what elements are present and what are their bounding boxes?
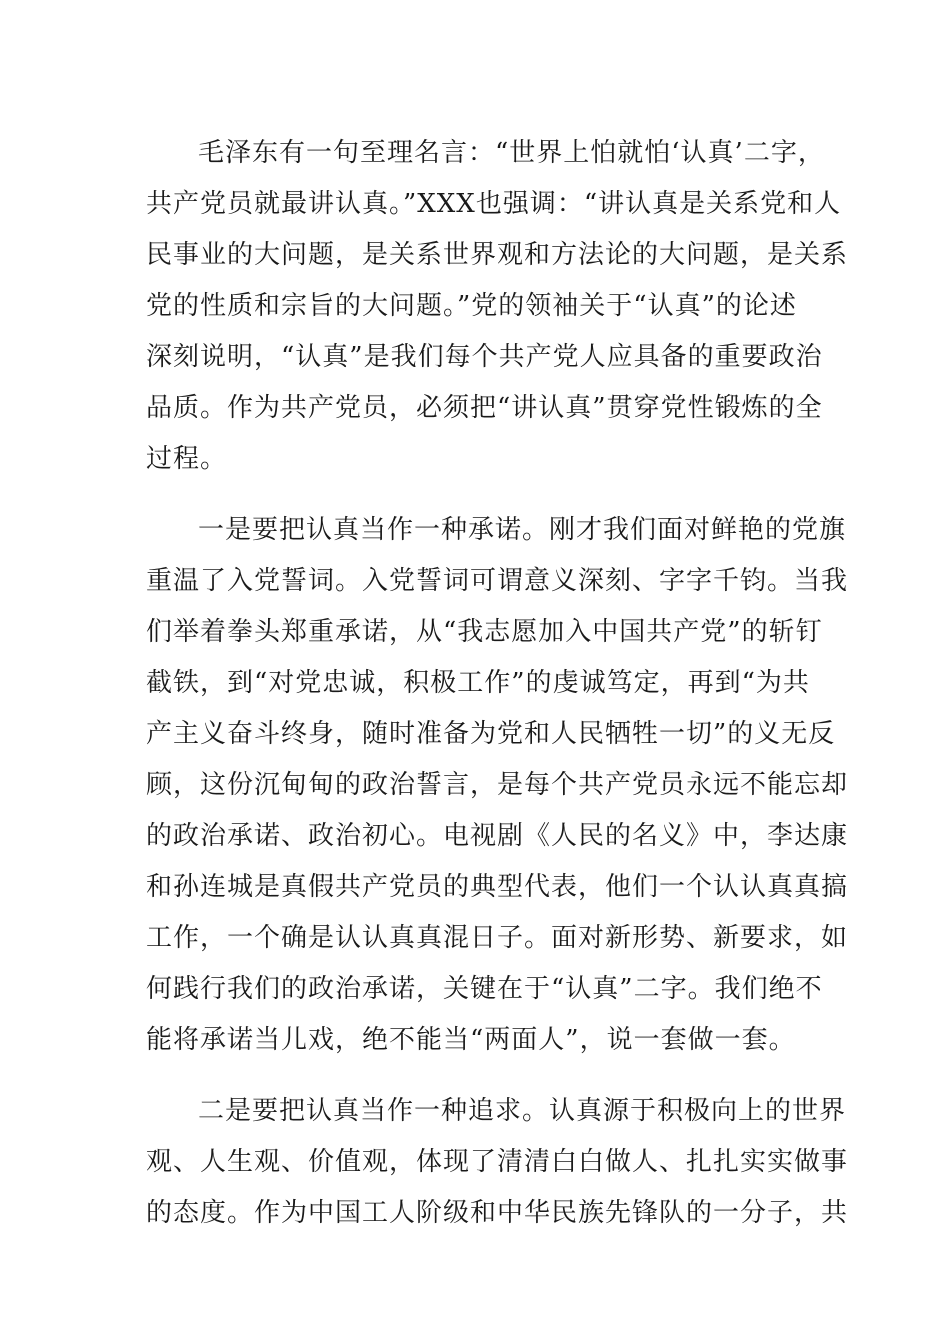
document-body [146,128,849,1239]
text-line: 能将承诺当儿戏，绝不能当“两面人”，说一套做一套。 [146,1025,796,1055]
text-line: 过程。 [146,444,228,474]
paragraph-spacer [146,1066,806,1086]
text-line: 品质。作为共产党员，必须把“讲认真”贯穿党性锻炼的全 [146,393,823,423]
text-line: 的态度。作为中国工人阶级和中华民族先锋队的一分子，共 [146,1198,849,1228]
text-line: 工作，一个确是认认真真混日子。面对新形势、新要求，如 [146,923,849,953]
text-line: 深刻说明，“认真”是我们每个共产党人应具备的重要政治 [146,342,823,372]
text-line: 截铁，到“对党忠诚，积极工作”的虔诚笃定，再到“为共 [146,668,810,698]
text-line: 二是要把认真当作一种追求。认真源于积极向上的世界 [198,1096,847,1126]
text-line: 和孙连城是真假共产党员的典型代表，他们一个认认真真搞 [146,872,849,902]
text-line: 重温了入党誓词。入党誓词可谓意义深刻、字字千钧。当我 [146,566,849,596]
paragraph-2 [146,505,849,1066]
text-line: 产主义奋斗终身，随时准备为党和人民牺牲一切”的义无反 [146,719,836,749]
text-line: 民事业的大问题，是关系世界观和方法论的大问题，是关系 [146,240,849,270]
paragraph-3 [146,1086,849,1239]
text-line: 党的性质和宗旨的大问题。”党的领袖关于“认真”的论述 [146,291,797,321]
text-line: 的政治承诺、政治初心。电视剧《人民的名义》中，李达康 [146,821,849,851]
paragraph-spacer [146,485,806,505]
text-line: 毛泽东有一句至理名言：“世界上怕就怕‘认真’二字， [198,138,825,168]
text-line: 观、人生观、价值观，体现了清清白白做人、扎扎实实做事 [146,1147,849,1177]
text-line: 顾，这份沉甸甸的政治誓言，是每个共产党员永远不能忘却 [146,770,849,800]
text-line: 共产党员就最讲认真。”XXX也强调：“讲认真是关系党和人 [146,189,842,219]
text-line: 们举着拳头郑重承诺，从“我志愿加入中国共产党”的斩钉 [146,617,823,647]
text-line: 一是要把认真当作一种承诺。刚才我们面对鲜艳的党旗 [198,515,847,545]
paragraph-1 [146,128,849,485]
text-line: 何践行我们的政治承诺，关键在于“认真”二字。我们绝不 [146,974,823,1004]
